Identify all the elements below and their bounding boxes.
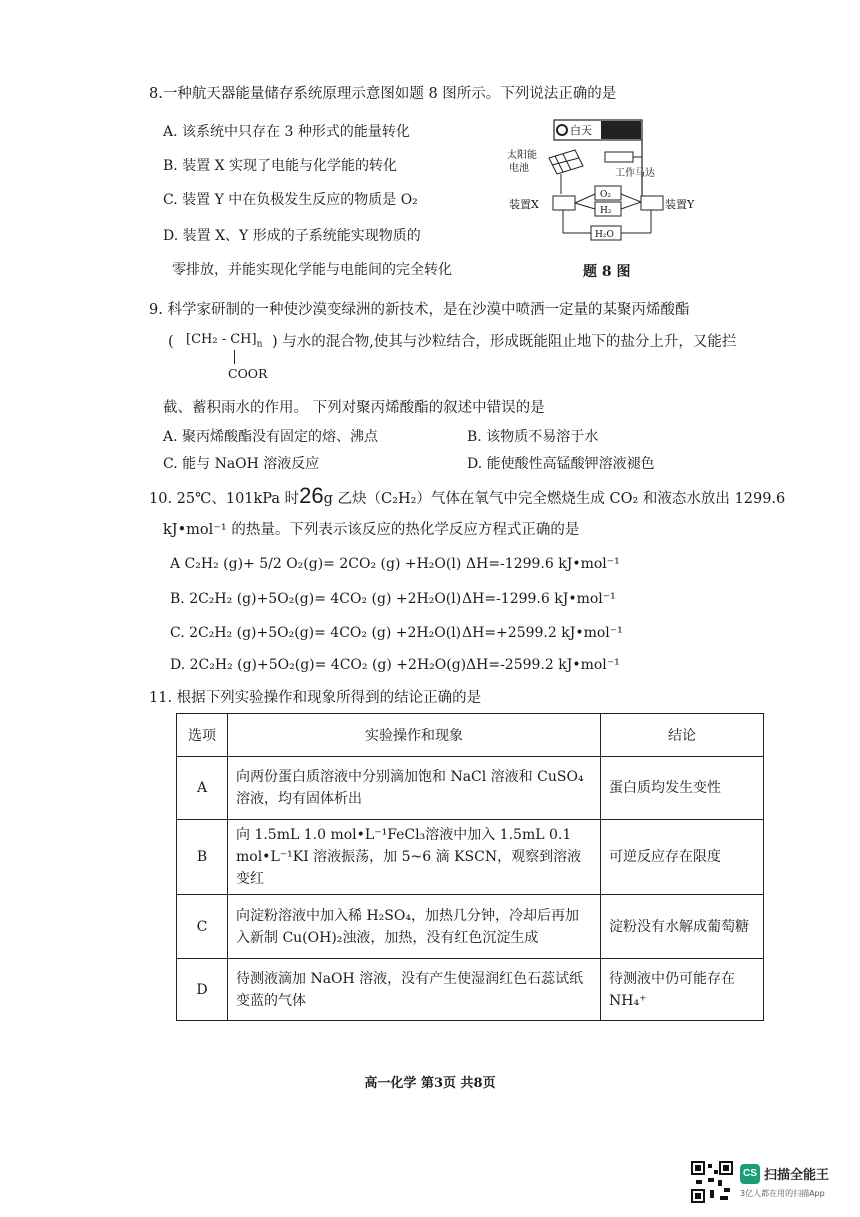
q9-formula-paren: ( bbox=[168, 334, 174, 350]
table-row bbox=[177, 959, 764, 1021]
q8-stem: 8.一种航天器能量储存系统原理示意图如题 8 图所示。下列说法正确的是 bbox=[149, 86, 617, 102]
sun-icon bbox=[557, 125, 567, 135]
qr-code-icon bbox=[690, 1160, 734, 1204]
device-y-label: 装置Y bbox=[665, 198, 695, 211]
figure-8-caption: 题 8 图 bbox=[583, 264, 631, 280]
motor-label: 工作马达 bbox=[615, 168, 655, 179]
h2o-label: H₂O bbox=[595, 230, 614, 240]
q11-stem: 11. 根据下列实验操作和现象所得到的结论正确的是 bbox=[149, 690, 482, 706]
header-conclusion: 结论 bbox=[601, 714, 764, 757]
header-operation: 实验操作和现象 bbox=[228, 714, 601, 757]
q9-formula-main: $[CH_2 - CH]_n$ bbox=[186, 332, 263, 350]
q10-option-d-enthalpy: ΔH=-2599.2 kJ•mol⁻¹ bbox=[466, 657, 620, 673]
q9-formula-group: COOR bbox=[228, 366, 268, 381]
q9-stem-line3: 截、蓄积雨水的作用。 下列对聚丙烯酸酯的叙述中错误的是 bbox=[163, 400, 545, 416]
row-operation: 待测液滴加 NaOH 溶液，没有产生使湿润红色石蕊试纸变蓝的气体 bbox=[228, 959, 601, 1021]
q10-stem: 10. 25℃、101kPa 时26g 乙炔（C₂H₂）气体在氧气中完全燃烧生成 CO₂ 和液态水放出 1299.6 bbox=[149, 483, 786, 508]
device-x-box bbox=[553, 196, 575, 210]
q8-option-a: A. 该系统中只存在 3 种形式的能量转化 bbox=[163, 124, 410, 140]
scanner-tagline: 3亿人都在用的扫描App bbox=[740, 1189, 825, 1198]
device-y-box bbox=[641, 196, 663, 210]
row-conclusion: 淀粉没有水解成葡萄糖 bbox=[601, 895, 764, 959]
row-operation: 向两份蛋白质溶液中分别滴加饱和 NaCl 溶液和 CuSO₄ 溶液，均有固体析出 bbox=[228, 757, 601, 820]
table-row bbox=[177, 757, 764, 820]
q9-stem: 9. 科学家研制的一种使沙漠变绿洲的新技术，是在沙漠中喷洒一定量的某聚丙烯酸酯 bbox=[149, 302, 690, 318]
q9-formula-bond bbox=[234, 350, 235, 364]
page-footer: 高一化学 第3页 共8页 bbox=[364, 1076, 496, 1091]
solar-panel-icon bbox=[549, 150, 583, 174]
scanner-watermark bbox=[690, 1160, 850, 1206]
q8-option-b: B. 装置 X 实现了电能与化学能的转化 bbox=[163, 158, 398, 174]
q10-option-d-equation: D. 2C₂H₂ (g)+5O₂(g)= 4CO₂ (g) +2H₂O(g) bbox=[170, 657, 467, 673]
daytime-label: 白天 bbox=[570, 124, 592, 137]
q9-option-b: B. 该物质不易溶于水 bbox=[467, 429, 599, 445]
q10-option-a-equation: A C₂H₂ (g)+ 5/2 O₂(g)= 2CO₂ (g) +H₂O(l) bbox=[170, 556, 462, 572]
solar-label: 太阳能 bbox=[507, 150, 537, 161]
o2-label: O₂ bbox=[600, 190, 611, 200]
battery-label: 电池 bbox=[509, 163, 529, 174]
table-header-row bbox=[177, 714, 764, 757]
scanner-app-name: 扫描全能王 bbox=[764, 1168, 830, 1183]
figure-8-diagram bbox=[505, 116, 695, 256]
q8-option-c: C. 装置 Y 中在负极发生反应的物质是 O₂ bbox=[163, 192, 418, 208]
row-conclusion: 可逆反应存在限度 bbox=[601, 820, 764, 895]
device-x-label: 装置X bbox=[509, 198, 539, 211]
row-option: A bbox=[177, 757, 228, 820]
q8-option-d-line1: D. 装置 X、Y 形成的子系统能实现物质的 bbox=[163, 228, 421, 244]
row-option: D bbox=[177, 959, 228, 1021]
q10-option-c-enthalpy: ΔH=+2599.2 kJ•mol⁻¹ bbox=[462, 625, 623, 641]
q9-option-d: D. 能使酸性高锰酸钾溶液褪色 bbox=[467, 456, 655, 472]
q9-option-a: A. 聚丙烯酸酯没有固定的熔、沸点 bbox=[163, 429, 379, 445]
motor-icon bbox=[605, 152, 633, 162]
row-operation: 向淀粉溶液中加入稀 H₂SO₄，加热几分钟，冷却后再加入新制 Cu(OH)₂浊液，加热，没有红色沉淀生成 bbox=[228, 895, 601, 959]
row-option: B bbox=[177, 820, 228, 895]
q9-stem-line2: ) 与水的混合物,使其与沙粒结合，形成既能阻止地下的盐分上升，又能拦 bbox=[272, 334, 737, 350]
q10-option-a-enthalpy: ΔH=-1299.6 kJ•mol⁻¹ bbox=[466, 556, 620, 572]
scanner-logo-icon: CS bbox=[740, 1164, 760, 1184]
q10-stem-line2: kJ•mol⁻¹ 的热量。下列表示该反应的热化学反应方程式正确的是 bbox=[163, 522, 580, 538]
q8-option-d-line2: 零排放，并能实现化学能与电能间的完全转化 bbox=[172, 262, 452, 278]
row-operation: 向 1.5mL 1.0 mol•L⁻¹FeCl₃溶液中加入 1.5mL 0.1 mol•L⁻¹KI 溶液振荡，加 5~6 滴 KSCN，观察到溶液变红 bbox=[228, 820, 601, 895]
table-row bbox=[177, 895, 764, 959]
experiment-table bbox=[176, 713, 764, 1021]
header-option: 选项 bbox=[177, 714, 228, 757]
h2-label: H₂ bbox=[600, 206, 612, 216]
q10-option-c-equation: C. 2C₂H₂ (g)+5O₂(g)= 4CO₂ (g) +2H₂O(l) bbox=[170, 625, 462, 641]
row-option: C bbox=[177, 895, 228, 959]
row-conclusion: 蛋白质均发生变性 bbox=[601, 757, 764, 820]
q10-option-b-enthalpy: ΔH=-1299.6 kJ•mol⁻¹ bbox=[462, 591, 616, 607]
q10-option-b-equation: B. 2C₂H₂ (g)+5O₂(g)= 4CO₂ (g) +2H₂O(l) bbox=[170, 591, 462, 607]
q9-option-c: C. 能与 NaOH 溶液反应 bbox=[163, 456, 320, 472]
table-row bbox=[177, 820, 764, 895]
row-conclusion: 待测液中仍可能存在 NH₄⁺ bbox=[601, 959, 764, 1021]
